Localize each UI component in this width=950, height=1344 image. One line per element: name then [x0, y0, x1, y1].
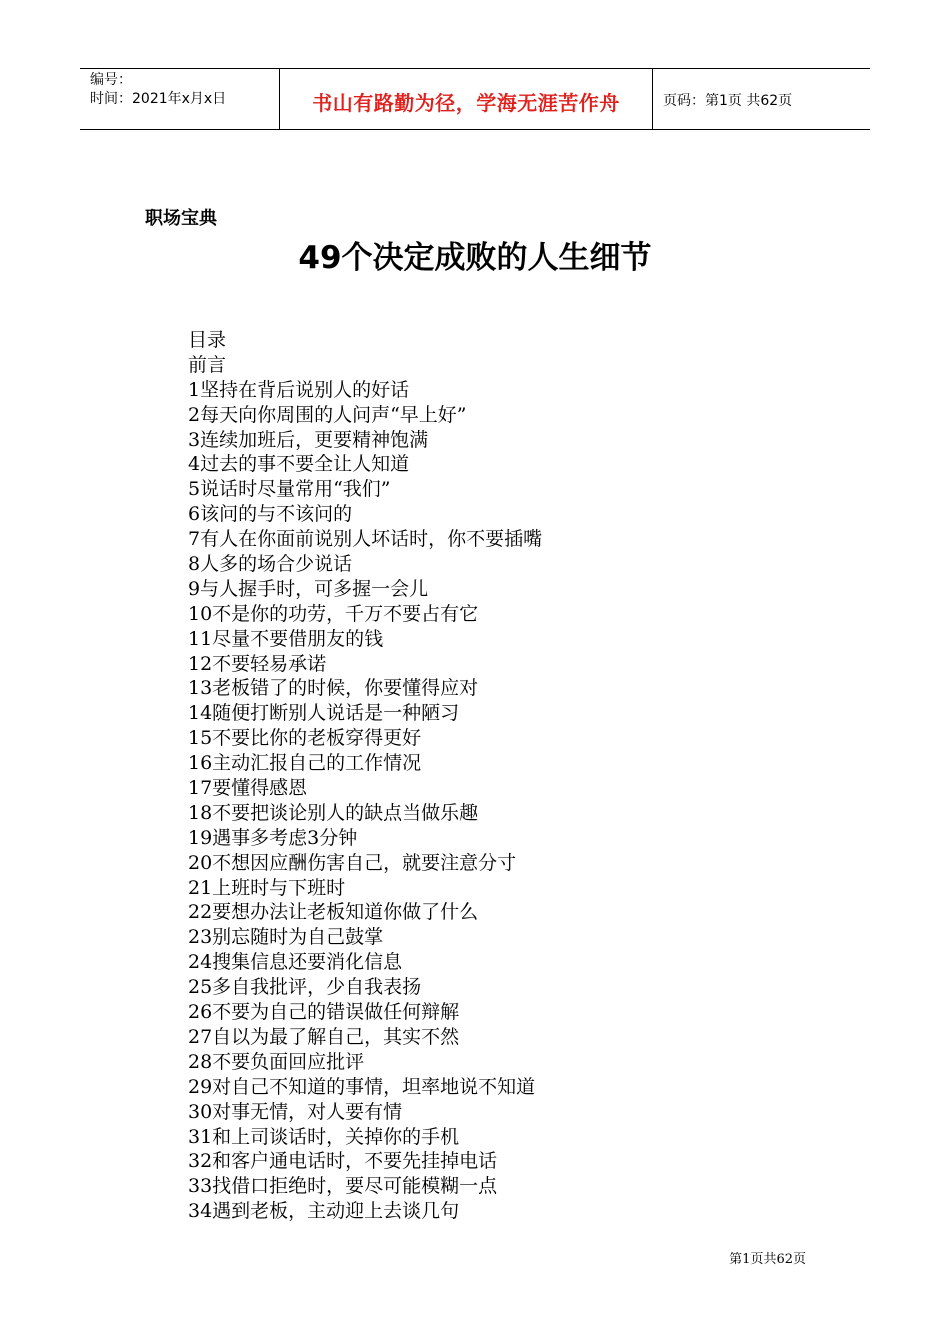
document-time-label: 时间：2021年x月x日 — [90, 91, 227, 107]
toc-item: 8人多的场合少说话 — [188, 553, 353, 576]
toc-item: 21上班时与下班时 — [188, 876, 346, 899]
toc-item: 25多自我批评，少自我表扬 — [188, 976, 422, 999]
page-footer: 第1页共62页 — [729, 1252, 806, 1267]
toc-item: 14随便打断别人说话是一种陋习 — [188, 702, 460, 725]
header-meta — [80, 69, 280, 129]
toc-item: 前言 — [188, 353, 227, 376]
toc-item: 34遇到老板，主动迎上去谈几句 — [188, 1200, 460, 1223]
header-page-info: 页码：第1页 共62页 — [663, 93, 793, 109]
toc-item: 10不是你的功劳，千万不要占有它 — [188, 602, 479, 625]
toc-item: 1坚持在背后说别人的好话 — [188, 378, 410, 401]
toc-item: 26不要为自己的错误做任何辩解 — [188, 1001, 460, 1024]
toc-item: 6该问的与不该问的 — [188, 503, 353, 526]
table-of-contents — [188, 328, 542, 1224]
document-category: 职场宝典 — [145, 208, 217, 229]
toc-item: 13老板错了的时候，你要懂得应对 — [188, 677, 479, 700]
toc-item: 33找借口拒绝时，要尽可能模糊一点 — [188, 1175, 498, 1198]
toc-item: 22要想办法让老板知道你做了什么 — [188, 901, 479, 924]
document-number-label: 编号： — [90, 72, 132, 88]
toc-item: 4过去的事不要全让人知道 — [188, 453, 410, 476]
toc-item: 9与人握手时，可多握一会儿 — [188, 577, 429, 600]
toc-item: 15不要比你的老板穿得更好 — [188, 727, 422, 750]
toc-item: 23别忘随时为自己鼓掌 — [188, 926, 384, 949]
document-title: 49个决定成败的人生细节 — [298, 240, 652, 276]
toc-item: 29对自己不知道的事情，坦率地说不知道 — [188, 1075, 536, 1098]
toc-item: 5说话时尽量常用“我们” — [188, 478, 391, 501]
toc-item: 27自以为最了解自己，其实不然 — [188, 1025, 460, 1048]
toc-item: 30对事无情，对人要有情 — [188, 1100, 403, 1123]
toc-item: 11尽量不要借朋友的钱 — [188, 627, 384, 650]
toc-item: 18不要把谈论别人的缺点当做乐趣 — [188, 801, 479, 824]
toc-item: 20不想因应酬伤害自己，就要注意分寸 — [188, 851, 517, 874]
toc-item: 17要懂得感恩 — [188, 777, 308, 800]
header-motto: 书山有路勤为径，学海无涯苦作舟 — [280, 69, 653, 129]
toc-item: 32和客户通电话时，不要先挂掉电话 — [188, 1150, 498, 1173]
page-header — [80, 68, 870, 130]
toc-item: 31和上司谈话时，关掉你的手机 — [188, 1125, 460, 1148]
toc-item: 7有人在你面前说别人坏话时，你不要插嘴 — [188, 528, 543, 551]
toc-item: 3连续加班后，更要精神饱满 — [188, 428, 429, 451]
toc-item: 19遇事多考虑3分钟 — [188, 826, 358, 849]
toc-item: 12不要轻易承诺 — [188, 652, 327, 675]
toc-item: 16主动汇报自己的工作情况 — [188, 752, 422, 775]
toc-item: 2每天向你周围的人问声“早上好” — [188, 403, 467, 426]
toc-item: 28不要负面回应批评 — [188, 1050, 365, 1073]
toc-item: 24搜集信息还要消化信息 — [188, 951, 403, 974]
toc-item: 目录 — [188, 329, 227, 351]
